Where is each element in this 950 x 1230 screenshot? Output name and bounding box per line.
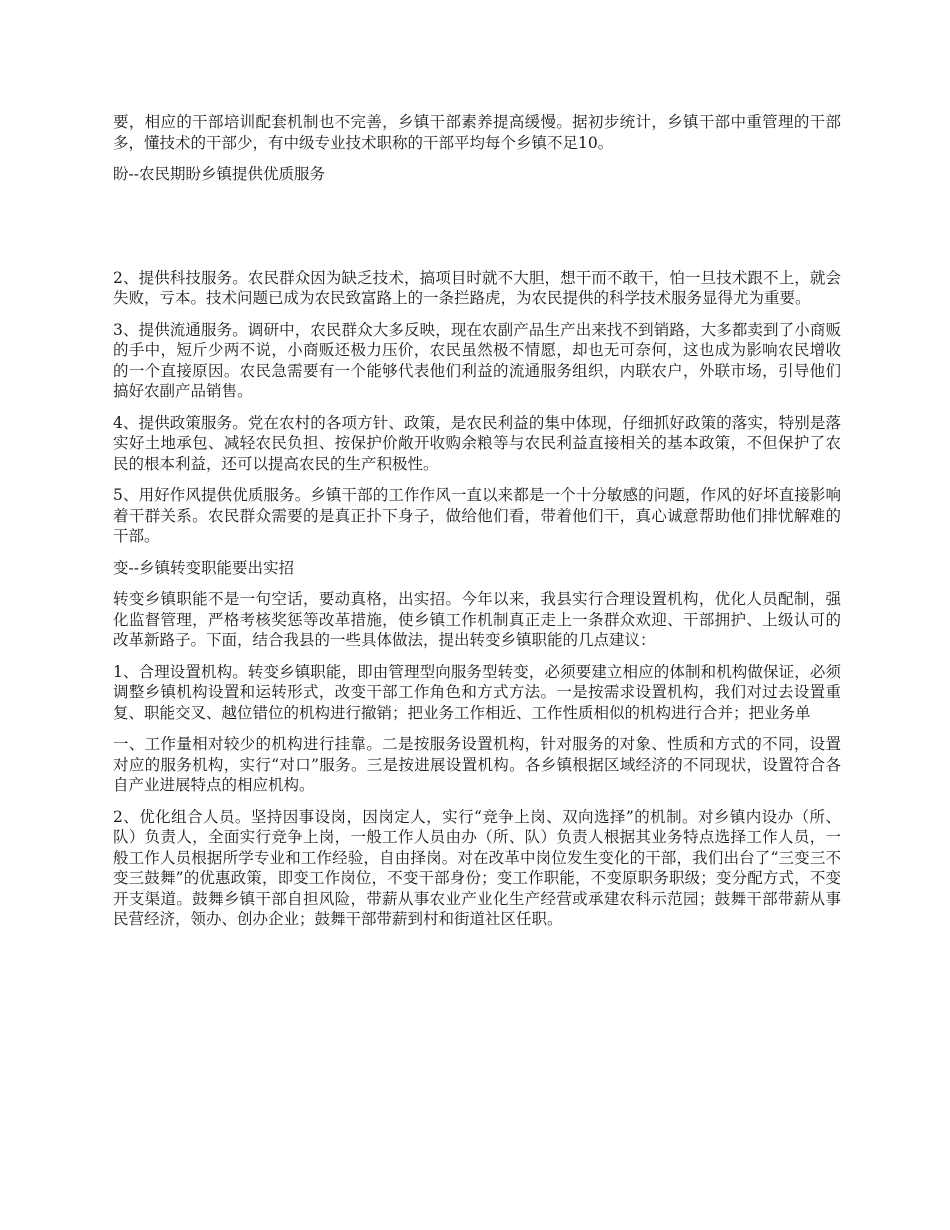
paragraph-work-style: 5、用好作风提供优质服务。乡镇干部的工作作风一直以来都是一个十分敏感的问题，作风的好坏直接影响着干群关系。农民群众需要的是真正扑下身子，做给他们看，带着他们干，真心诚意帮助他们排忧解难的干部。 — [113, 486, 841, 545]
paragraph-set-institutions: 1、合理设置机构。转变乡镇职能，即由管理型向服务型转变，必须要建立相应的体制和机构做保证，必须调整乡镇机构设置和运转形式，改变干部工作角色和方式方法。一是按需求设置机构，我们对过去设置重复、职能交叉、越位错位的机构进行撤销；把业务工作相近、工作性质相似的机构进行合并；把业务单 — [113, 662, 841, 722]
paragraph-attach-institutions: 一、工作量相对较少的机构进行挂靠。二是按服务设置机构，针对服务的对象、性质和方式的不同，设置对应的服务机构，实行“对口”服务。三是按进展设置机构。各乡镇根据区域经济的不同现状，设置符合各自产业进展特点的相应机构。 — [113, 735, 841, 794]
paragraph-circulation-service: 3、提供流通服务。调研中，农民群众大多反映，现在农副产品生产出来找不到销路，大多都卖到了小商贩的手中，短斤少两不说，小商贩还极力压价，农民虽然极不情愿，却也无可奈何，这也成为影响农民增收的一个直接原因。农民急需要有一个能够代表他们利益的流通服务组织，内联农户，外联市场，引导他们搞好农副产品销售。 — [113, 320, 841, 400]
section-heading-pan: 盼--农民期盼乡镇提供优质服务 — [113, 165, 325, 183]
paragraph-tech-service: 2、提供科技服务。农民群众因为缺乏技术，搞项目时就不大胆，想干而不敢干，怕一旦技术跟不上，就会失败，亏本。技术问题已成为农民致富路上的一条拦路虎，为农民提供的科学技术服务显得尤为重要。 — [113, 268, 841, 307]
document-body — [113, 112, 841, 941]
paragraph-intro-continuation: 要，相应的干部培训配套机制也不完善，乡镇干部素养提高缓慢。据初步统计，乡镇干部中重管理的干部多，懂技术的干部少，有中级专业技术职称的干部平均每个乡镇不足10。 — [113, 113, 841, 152]
paragraph-transform-functions: 转变乡镇职能不是一句空话，要动真格，出实招。今年以来，我县实行合理设置机构，优化人员配制，强化监督管理，严格考核奖惩等改革措施，使乡镇工作机制真正走上一条群众欢迎、干部拥护、上级认可的改革新路子。下面，结合我县的一些具体做法，提出转变乡镇职能的几点建议： — [113, 590, 841, 649]
paragraph-policy-service: 4、提供政策服务。党在农村的各项方针、政策，是农民利益的集中体现，仔细抓好政策的落实，特别是落实好土地承包、减轻农民负担、按保护价敞开收购余粮等与农民利益直接相关的基本政策，不但保护了农民的根本利益，还可以提高农民的生产积极性。 — [113, 413, 841, 473]
blank-gap — [113, 196, 841, 268]
paragraph-optimize-staff: 2、优化组合人员。坚持因事设岗，因岗定人，实行“竞争上岗、双向选择”的机制。对乡镇内设办（所、队）负责人，全面实行竞争上岗，一般工作人员由办（所、队）负责人根据其业务特点选择工作人员，一般工作人员根据所学专业和工作经验，自由择岗。对在改革中岗位发生变化的干部，我们出台了“三变三不变三鼓舞”的优惠政策，即变工作岗位，不变干部身份；变工作职能，不变原职务职级；变分配方式，不变开支渠道。鼓舞乡镇干部自担风险，带薪从事农业产业化生产经营或承建农科示范园；鼓舞干部带薪从事民营经济，领办、创办企业；鼓舞干部带薪到村和街道社区任职。 — [113, 807, 841, 928]
section-heading-bian: 变--乡镇转变职能要出实招 — [113, 558, 294, 577]
